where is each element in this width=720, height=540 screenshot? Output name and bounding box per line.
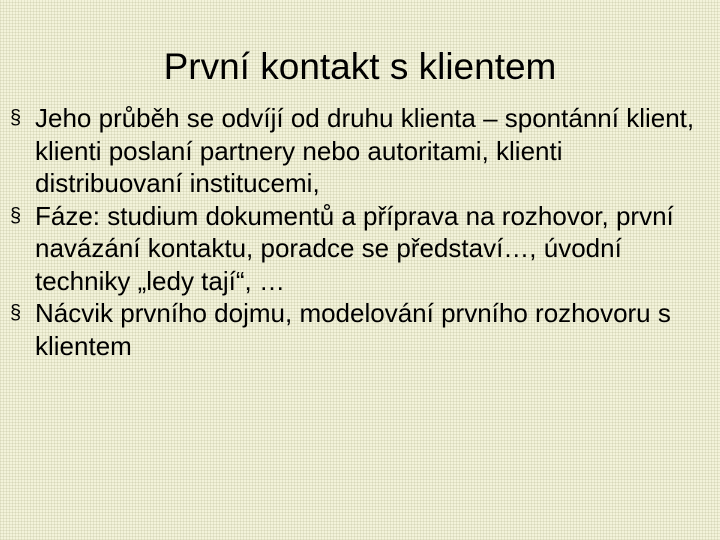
bullet-text: Fáze: studium dokumentů a příprava na rozhovor, první navázání kontaktu, poradce se představí…, úvodní techniky „ledy tají“, … — [35, 200, 674, 296]
bullet-marker: § — [10, 204, 22, 227]
bullet-list — [0, 102, 720, 362]
bullet-item — [0, 200, 720, 298]
bullet-text: Jeho průběh se odvíjí od druhu klienta – spontánní klient, klienti poslaní partnery nebo autoritami, klienti distribuovaní institucemi, — [35, 103, 695, 198]
bullet-text: Nácvik prvního dojmu, modelování prvního rozhovoru s klientem — [35, 298, 671, 361]
bullet-item — [0, 297, 720, 362]
slide-title: První kontakt s klientem — [163, 46, 557, 87]
bullet-item — [0, 102, 720, 200]
bullet-marker: § — [10, 107, 22, 129]
bullet-marker: § — [10, 302, 22, 324]
